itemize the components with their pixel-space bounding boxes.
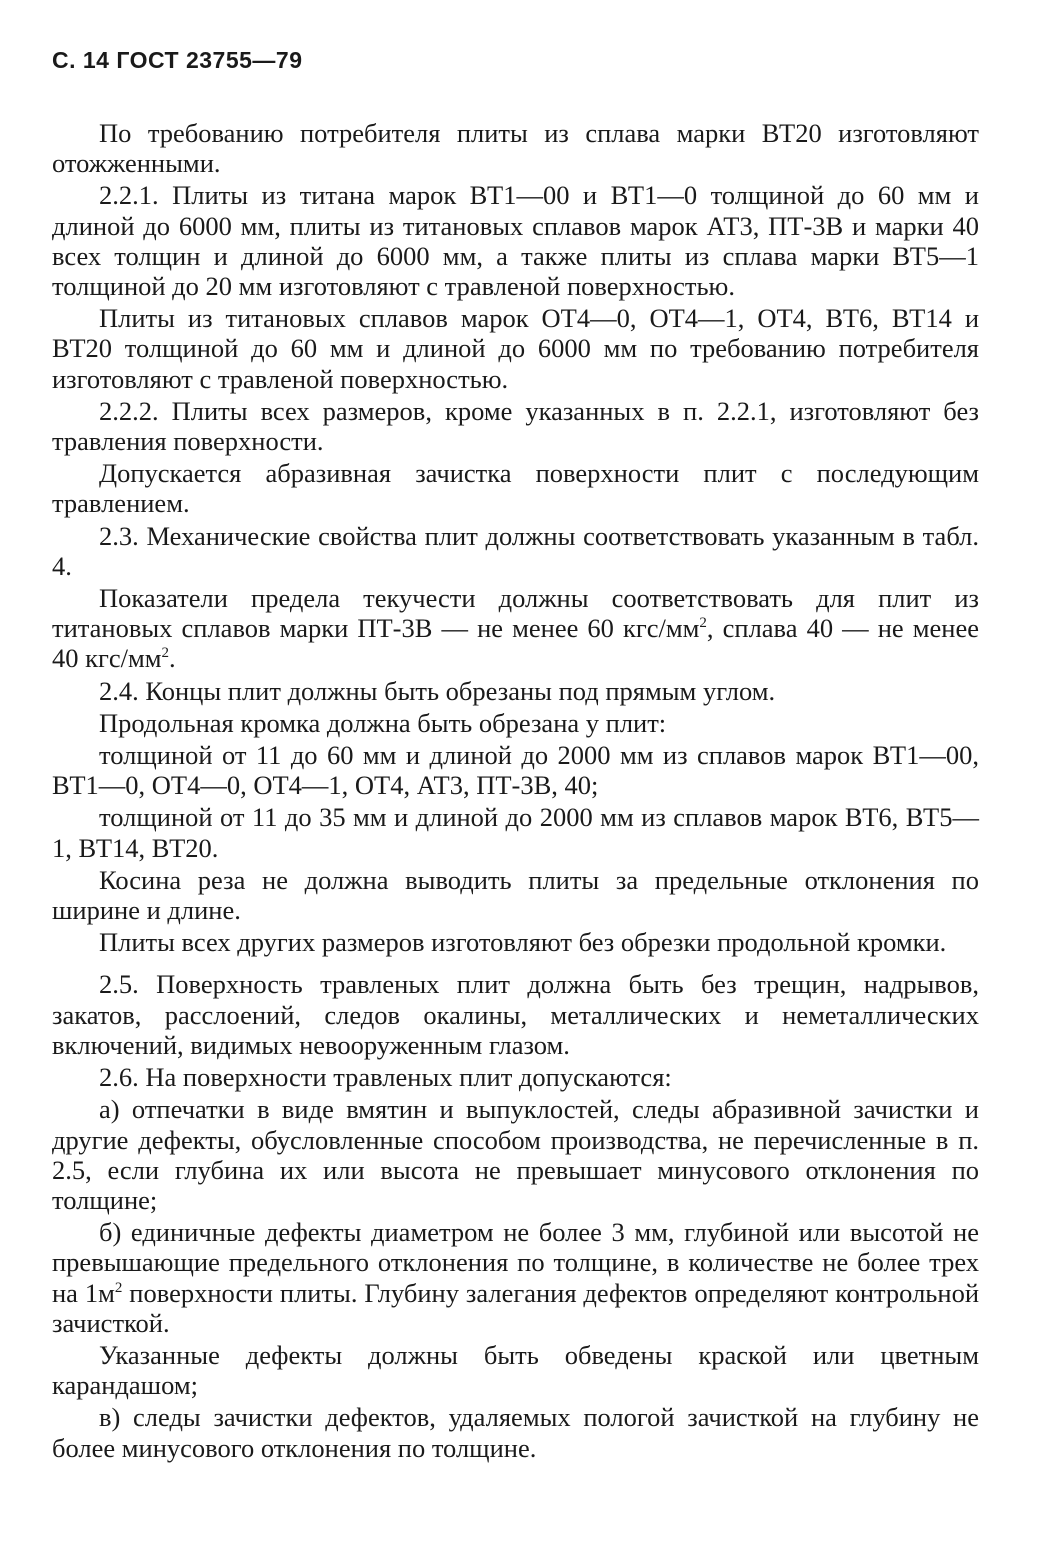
paragraph: 2.2.1. Плиты из титана марок ВТ1—00 и ВТ1—0 толщиной до 60 мм и длиной до 6000 мм, плиты из титановых сплавов марок АТ3, ПТ-3В и марки 40 всех толщин и длиной до 6000 мм, а также плиты из сплава марки ВТ5—1 толщиной до 20 мм изготовляют с травленой поверхностью. [52,180,979,302]
paragraph: 2.4. Концы плит должны быть обрезаны под прямым углом. [99,675,776,706]
paragraph: Указанные дефекты должны быть обведены краской или цветным карандашом; [52,1339,979,1401]
paragraph: Косина реза не должна выводить плиты за предельные отклонения по ширине и длине. [52,864,979,926]
superscript: 2 [161,645,170,662]
text-fragment: б) единичные дефекты диаметром не более 3 мм, глубиной или высотой не превышающие предельного отклонения по толщине, в количестве не более трех на 1м [52,1217,979,1308]
text-fragment: Показатели предела текучести должны соответствовать для плит из титановых сплавов марки ПТ-3В — не менее 60 кгс/мм [52,583,979,644]
paragraph: Плиты всех других размеров изготовляют без обрезки продольной кромки. [99,927,947,958]
paragraph: 2.5. Поверхность травленых плит должна быть без трещин, надрывов, закатов, расслоений, следов окалины, металлических и неметаллических включений, видимых невооруженным глазом. [52,969,979,1060]
paragraph: 2.6. На поверхности травленых плит допускаются: [99,1062,672,1093]
paragraph: а) отпечатки в виде вмятин и выпуклостей, следы абразивной зачистки и другие дефекты, обусловленные способом производства, не перечисленные в п. 2.5, если глубина их или высота не превышает минусового отклонения по толщине; [52,1094,979,1215]
paragraph: толщиной от 11 до 60 мм и длиной до 2000 мм из сплавов марок ВТ1—00, ВТ1—0, ОТ4—0, ОТ4—1, ОТ4, АТ3, ПТ-3В, 40; [52,740,979,801]
superscript: 2 [114,1279,123,1296]
paragraph-defects [52,1217,979,1338]
paragraph: 2.2.2. Плиты всех размеров, кроме указанных в п. 2.2.1, изготовляют без травления поверхности. [52,395,979,457]
text-fragment: поверхности плиты. Глубину залегания дефектов определяют контрольной зачисткой. [52,1277,980,1338]
paragraph: толщиной от 11 до 35 мм и длиной до 2000 мм из сплавов марок ВТ6, ВТ5—1, ВТ14, ВТ20. [52,802,979,863]
paragraph: Продольная кромка должна быть обрезана у плит: [99,707,667,738]
paragraph: 2.3. Механические свойства плит должны соответствовать указанным в табл. 4. [52,520,979,581]
paragraph: Плиты из титановых сплавов марок ОТ4—0, ОТ4—1, ОТ4, ВТ6, ВТ14 и ВТ20 толщиной до 60 мм и длиной до 6000 мм по требованию потребителя изготовляют с травленой поверхностью. [52,303,979,394]
paragraph-yield-strength [52,583,979,674]
document-page [52,46,979,1465]
paragraph: По требованию потребителя плиты из сплава марки ВТ20 изготовляют отожженными. [52,118,979,179]
text-fragment: . [169,643,176,674]
text-fragment: , сплава 40 — не менее 40 кгс/мм [52,613,979,674]
paragraph: Допускается абразивная зачистка поверхности плит с последующим травлением. [52,458,979,519]
superscript: 2 [699,615,707,632]
page-header: С. 14 ГОСТ 23755—79 [52,47,303,73]
paragraph: в) следы зачистки дефектов, удаляемых пологой зачисткой на глубину не более минусового отклонения по толщине. [52,1402,979,1463]
